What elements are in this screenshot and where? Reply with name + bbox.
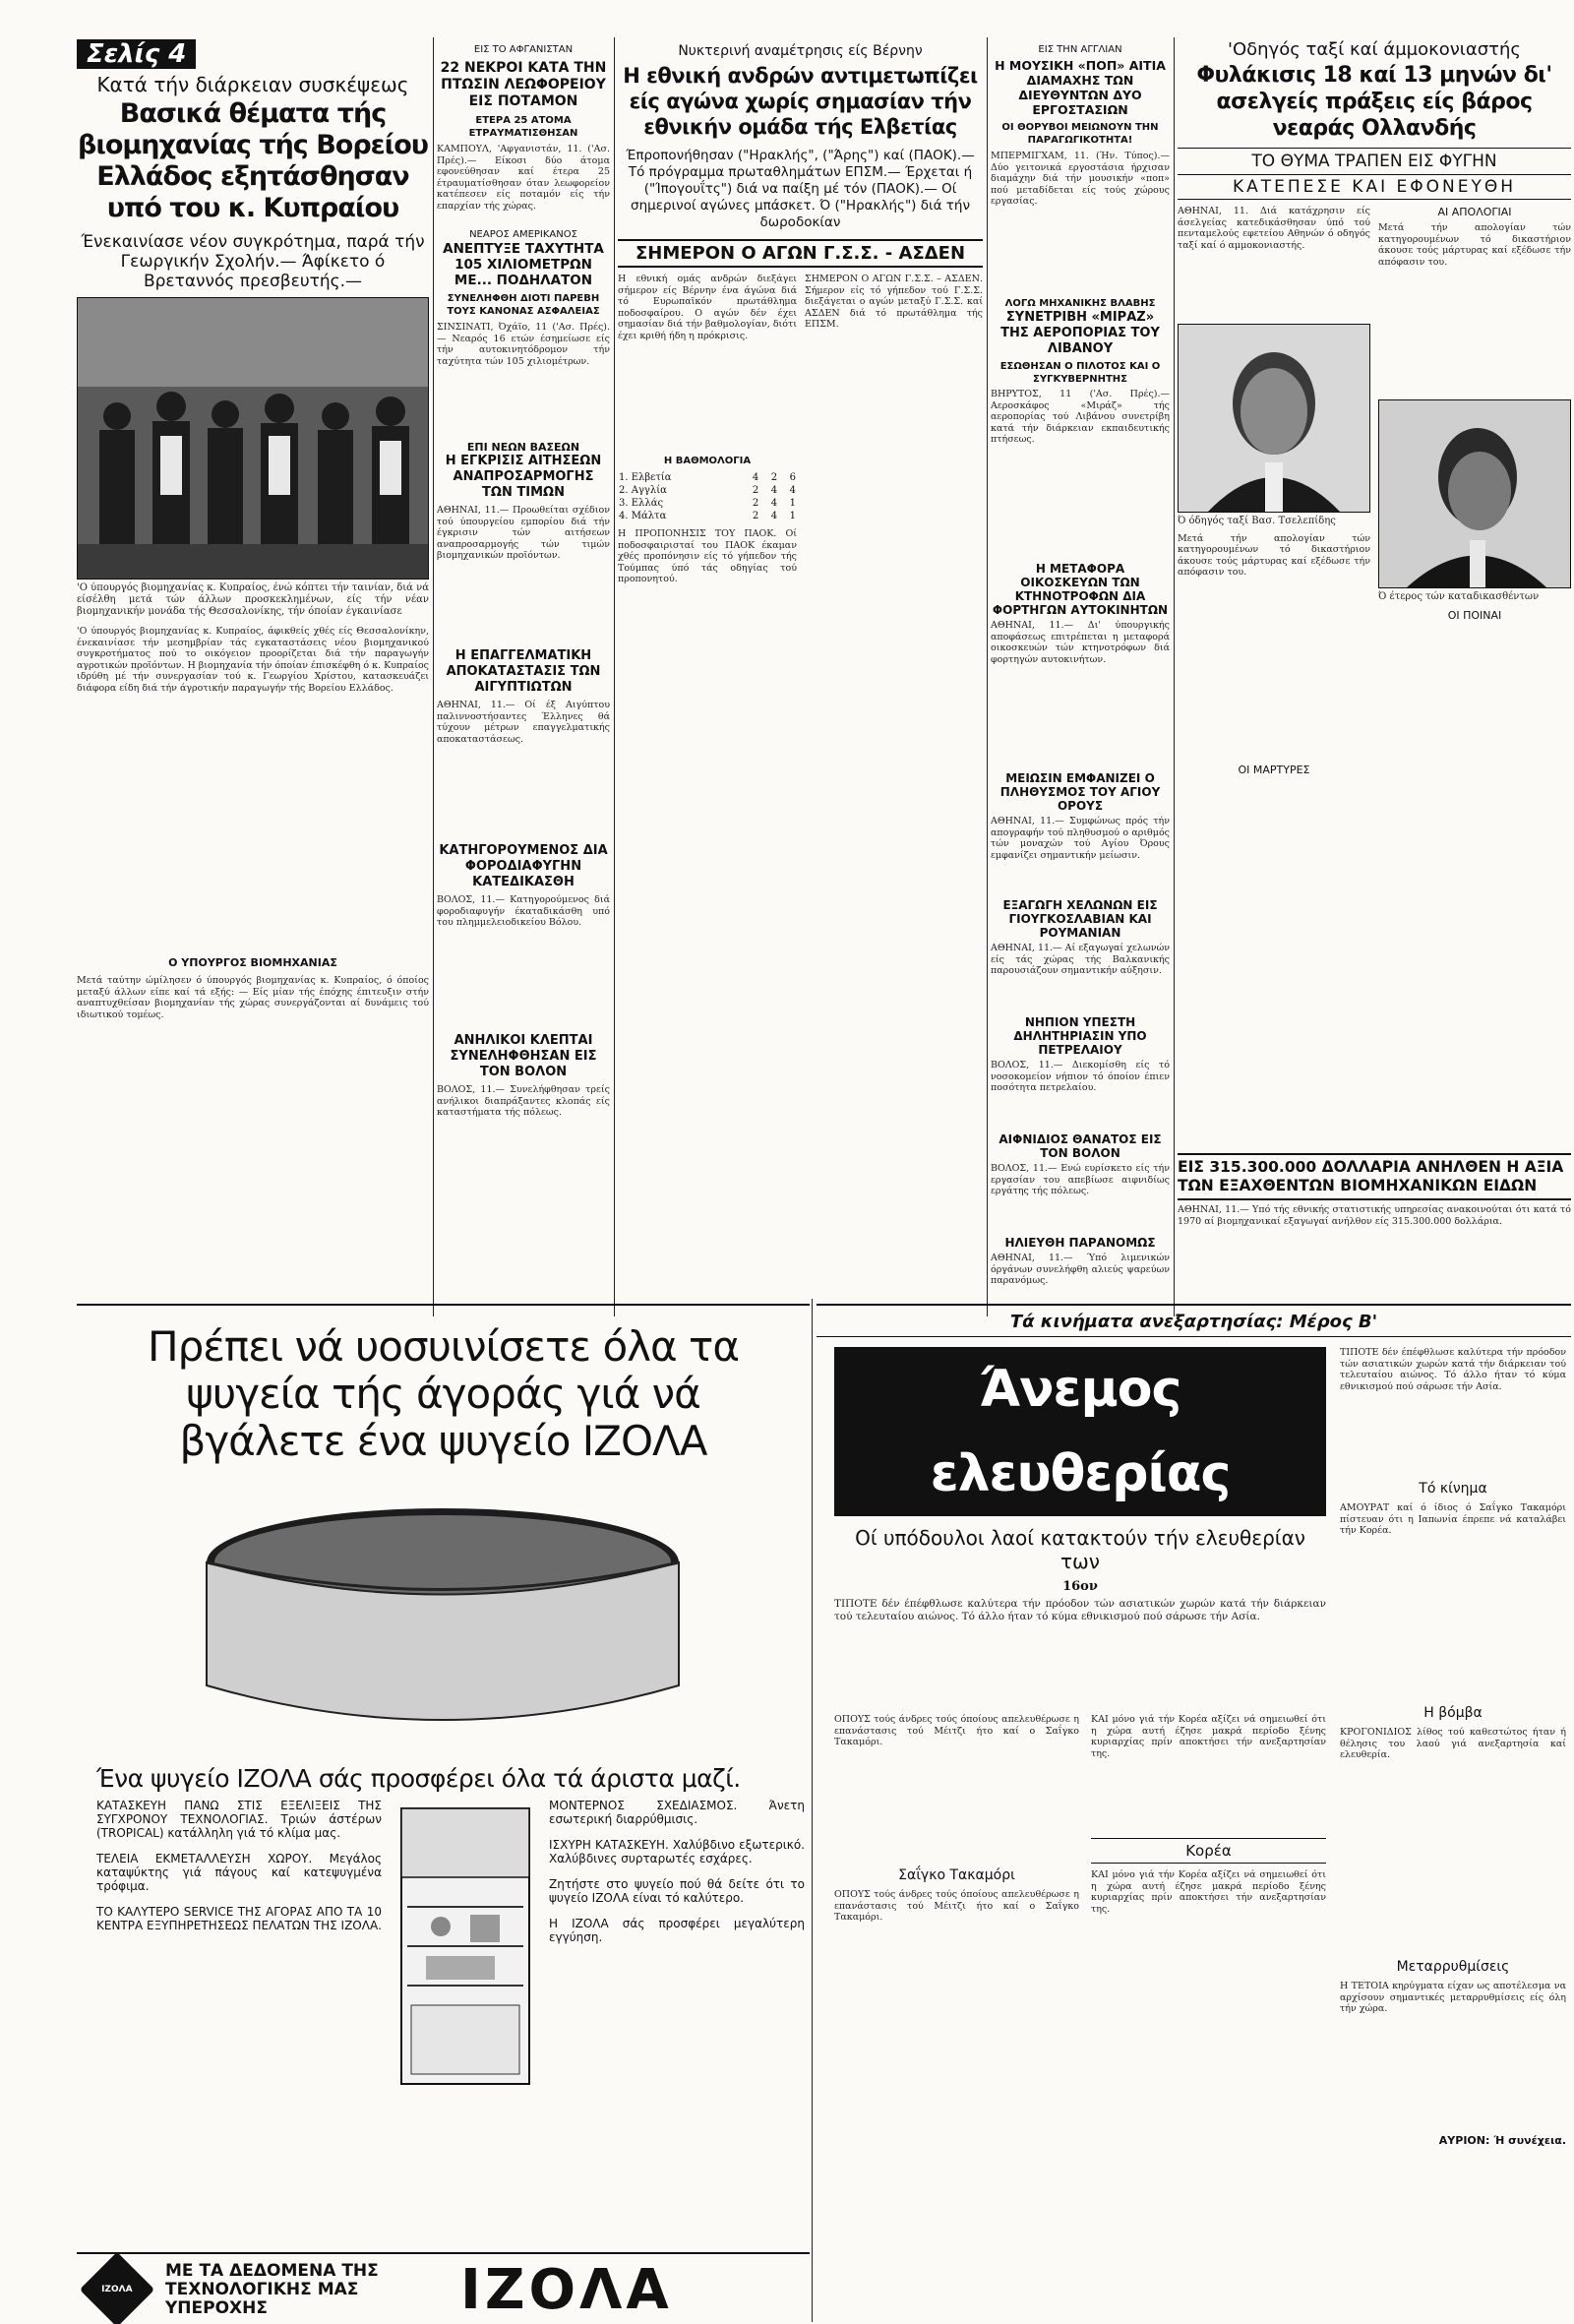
feature-body-a: ΟΠΟΥΣ τούς άνδρες τούς όποίους απελευθέρωσε η επανάστασις τού Μέιτζι ήτο καί ο Σαΐγκο Τακαμόρι. — [834, 1714, 1079, 1747]
ad-body — [77, 1799, 810, 2098]
column-5 — [1178, 39, 1571, 1161]
feature-body-b: ΟΠΟΥΣ τούς άνδρες τούς όποίους απελευθέρωσε η επανάστασις τού Μέιτζι ήτο καί ο Σαΐγκο Τακαμόρι. — [834, 1889, 1079, 1923]
izola-ad — [77, 1304, 810, 2324]
column-3 — [618, 43, 983, 1303]
photo-caption: 'Ο ύπουργός βιομηχανίας κ. Κυπραίος, ένώ κόπτει τήν ταινίαν, διά νά είσέλθη μετά τών άλλων προσκεκλημένων, είς τήν νέαν βιομηχανικήν μονάδα τής Θεσσαλονίκης, τήν όποίαν έγκαινίασε — [77, 582, 429, 617]
article-kicker: Κατά τήν διάρκειαν συσκέψεως — [96, 73, 409, 96]
exports-body: ΑΘΗΝΑΙ, 11.— Υπό τής εθνικής στατιστικής υπηρεσίας ανακοινούται ότι κατά τό 1970 αί βιομηχανικαί εξαγωγαί ανήλθον είς 315.300.000 δολλάρια. — [1178, 1204, 1571, 1227]
egyptians-body: ΑΘΗΝΑΙ, 11.— Οί έξ Αιγύπτου παλιννοστήσαντες Έλληνες θά τύχουν μέτρων επαγγελματικής αποκαταστάσεως. — [437, 700, 610, 745]
sport-headline: Η εθνική ανδρών αντιμετωπίζει είς αγώνα χωρίς σημασίαν τήν εθνικήν ομάδα τής Ελβετίας — [623, 64, 978, 139]
ad-features-right — [549, 1799, 805, 2098]
feature-body-e: ΤΙΠΟΤΕ δέν έπέφθλωσε καλύτερα τήν πρόοδον τών ασιατικών χωρών κατά τήν διάρκειαν τού τελευταίου αιώνος. Τό άλλο ήταν τό κύμα εθνικισμού πού σάρωσε τήν Ασία. — [1340, 1347, 1566, 1392]
ad-feature-item: ΤΕΛΕΙΑ ΕΚΜΕΤΑΛΛΕΥΣΗ ΧΩΡΟΥ. Μεγάλος καταψύκτης γιά πάγους καί κατεψυγμένα τρόφιμα. — [96, 1852, 382, 1893]
turtles-headline: ΕΞΑΓΩΓΗ ΧΕΛΩΝΩΝ ΕΙΣ ΓΙΟΥΓΚΟΣΛΑΒΙΑΝ ΚΑΙ ΡΟΥΜΑΝΙΑΝ — [1002, 898, 1158, 940]
column-rule-3 — [987, 37, 988, 1316]
court-headline: Φυλάκισις 18 καί 13 μηνών δι' ασελγείς πράξεις είς βάρος νεαράς Ολλανδής — [1196, 63, 1552, 141]
article-body: 'Ο ύπουργός βιομηχανίας κ. Κυπραίος, άφικθείς χθές είς Θεσσαλονίκην, ένεκαινίασε τήν μεσημβρίαν τάς εγκαταστάσεις νέου βιομηχανικού συγκροτήματος πού το οικόγειον προορίζεται διά τήν παραγωγήν αγροτικών προϊόντων. Η βιομηχανία τήν όποίαν έπισκέφθη ό κ. Κυπραίος ιδρύθη μέ τήν συνεργασίαν τού κ. Γεωργίου Χρίστου, κατασκευάζει διάφορα είδη διά τήν άγροτικήν παραγωγήν τής Βορείου Ελλάδος. — [77, 626, 429, 694]
column-rule-2 — [614, 37, 615, 1316]
standings-cell: 2 — [770, 472, 778, 483]
mirage-headline: ΣΥΝΕΤΡΙΒΗ «ΜΙΡΑΖ» ΤΗΣ ΑΕΡΟΠΟΡΙΑΣ ΤΟΥ ΛΙΒΑΝΟΥ — [1000, 310, 1160, 356]
standings-row — [618, 510, 797, 522]
standings-cell: 4 — [752, 472, 759, 483]
ad-brand: ΙΖΟΛΑ — [460, 2257, 673, 2322]
fishing-body: ΑΘΗΝΑΙ, 11.— Ύπό λιμενικών όργάνων συνελήφθη αλιεύς ψαρεύων παρανόμως. — [991, 1253, 1170, 1286]
standings-cell: 1. Ελβετία — [619, 472, 672, 483]
egyptians-headline: Η ΕΠΑΓΓΕΛΜΑΤΙΚΗ ΑΠΟΚΑΤΑΣΤΑΣΙΣ ΤΩΝ ΑΙΓΥΠΤΙΩΤΩΝ — [446, 648, 601, 695]
court-body-2: Μετά τήν απολογίαν τών κατηγορουμένων τό δικαστήριον άκουσε τούς μάρτυρας καί εξέδωσε τήν απόφασιν του. — [1178, 532, 1370, 578]
feature-intro: ΤΙΠΟΤΕ δέν έπέφθλωσε καλύτερα τήν πρόοδον τών ασιατικών χωρών κατά τήν διάρκειαν τού τελευταίου αιώνος. Τό άλλο ήταν τό κύμα εθνικισμού πού σάρωσε τήν Ασία. — [834, 1598, 1326, 1622]
standings-cell: 1 — [789, 511, 796, 521]
section-subhead: Ο ΥΠΟΥΡΓΟΣ ΒΙΟΜΗΧΑΝΙΑΣ — [168, 956, 337, 969]
afghan-subline: ΕΤΕΡΑ 25 ΑΤΟΜΑ ΕΤΡΑΥΜΑΤΙΣΘΗΣΑΝ — [468, 115, 578, 139]
livestock-headline: Η ΜΕΤΑΦΟΡΑ ΟΙΚΟΣΚΕΥΩΝ ΤΩΝ ΚΤΗΝΟΤΡΟΦΩΝ ΔΙΑ ΦΟΡΤΗΓΩΝ ΑΥΤΟΚΙΝΗΤΩΝ — [992, 562, 1169, 617]
standings-row — [618, 484, 797, 497]
feature-section-2: Σαΐγκο Τακαμόρι — [898, 1867, 1015, 1883]
prices-kicker: ΕΠΙ ΝΕΩΝ ΒΑΣΕΩΝ — [466, 441, 580, 454]
standings-cell: 1 — [789, 498, 796, 509]
standings-cell: 2 — [752, 498, 759, 509]
column-4 — [991, 43, 1170, 1303]
feature-body-h: Η ΤΕΤΟΙΑ κηρύγματα είχαν ως αποτέλεσμα να αρχίσουν σημαντικές μεταρρυθμίσεις είς όλη τήν χώρα. — [1340, 1981, 1566, 2014]
pop-headline: Η ΜΟΥΣΙΚΗ «ΠΟΠ» ΑΙΤΙΑ ΔΙΑΜΑΧΗΣ ΤΩΝ ΔΙΕΥΘΥΝΤΩΝ ΔΥΟ ΕΡΓΟΣΤΑΣΙΩΝ — [995, 58, 1166, 117]
standings-cell: 4. Μάλτα — [619, 511, 667, 521]
feature-kicker: Τά κινήματα ανεξαρτησίας: Μέρος Β' — [817, 1312, 1571, 1337]
fishing-headline: ΗΛΙΕΥΘΗ ΠΑΡΑΝΟΜΩΣ — [1004, 1236, 1156, 1250]
feature-article — [817, 1304, 1571, 2324]
court-body-3: Μετά τήν απολογίαν τών κατηγορουμένων τό δικαστήριον άκουσε τούς μάρτυρας καί εξέδωσε τήν απόφασιν του. — [1378, 222, 1571, 268]
death-headline: ΑΙΦΝΙΔΙΟΣ ΘΑΝΑΤΟΣ ΕΙΣ ΤΟΝ ΒΟΛΟΝ — [999, 1132, 1162, 1160]
feature-body-d: ΚΑΙ μόνο γιά τήν Κορέα αξίζει νά σημειωθεί ότι η χώρα αυτή έζησε μακρά περίοδο ξένης κυριαρχίας πρίν αποκτήσει τήν ανεξαρτησίαν της. — [1090, 1869, 1326, 1915]
witnesses-subhead: ΟΙ ΜΑΡΤΥΡΕΣ — [1238, 763, 1310, 776]
sport-lead: Έπροπονήθησαν ("Ηρακλής", ("Άρης") καί (ΠΑΟΚ).— Τό πρόγραμμα πρωταθλημάτων ΕΠΣΜ.— Έρχεται ή ("Ίπογουΐτς") διά να παίξη μέ τόν (ΠΑΟΚ).— Οί σημερινοί αγώνες μπάσκετ. Ό ("Ηρακλής") διά τήν δωροδοκίαν — [626, 148, 975, 230]
sport-body-2: Η ΠΡΟΠΟΝΗΣΙΣ ΤΟΥ ΠΑΟΚ. Οί ποδοσφαιρισταί του ΠΑΟΚ έκαμαν χθές προπόνησιν είς τό γήπεδον τής Τούμπας ύπό τάς οδηγίας τού προπονητού. — [618, 528, 797, 584]
ad-feature-item: Ζητήστε στο ψυγείο πού θά δείτε ότι το ψυγείο ΙΖΟΛΑ είναι τό καλύτερο. — [549, 1877, 805, 1905]
ad-feature-item: Η ΙΖΟΛΑ σάς προσφέρει μεγαλύτερη εγγύηση. — [549, 1917, 805, 1944]
mirage-subline: ΕΣΩΘΗΣΑΝ Ο ΠΙΛΟΤΟΣ ΚΑΙ Ο ΣΥΓΚΥΒΕΡΝΗΤΗΣ — [999, 361, 1161, 385]
defendant-caption-2: Ό έτερος τών καταδικασθέντων — [1378, 591, 1540, 602]
thieves-headline: ΑΝΗΛΙΚΟΙ ΚΛΕΠΤΑΙ ΣΥΝΕΛΗΦΘΗΣΑΝ ΕΙΣ ΤΟΝ ΒΟΛΟΝ — [450, 1033, 597, 1079]
ad-feature-item: ΤΟ ΚΑΛΥΤΕΡΟ SERVICE ΤΗΣ ΑΓΟΡΑΣ ΑΠΟ ΤΑ 10 ΚΕΝΤΡΑ ΕΞΥΠΗΡΕΤΗΣΕΩΣ ΠΕΛΑΤΩΝ ΤΗΣ ΙΖΟΛΑ. — [96, 1905, 382, 1932]
feature-subhead: Οί υπόδουλοι λαοί κατακτούν τήν ελευθερίαν των — [855, 1526, 1305, 1573]
pop-subline: ΟΙ ΘΟΡΥΒΟΙ ΜΕΙΩΝΟΥΝ ΤΗΝ ΠΑΡΑΓΩΓΙΚΟΤΗΤΑ! — [1001, 122, 1159, 146]
prices-headline: Η ΕΓΚΡΙΣΙΣ ΑΙΤΗΣΕΩΝ ΑΝΑΠΡΟΣΑΡΜΟΓΗΣ ΤΩΝ ΤΙΜΩΝ — [445, 454, 602, 500]
article-lead: Ένεκαινίασε νέον συγκρότημα, παρά τήν Γεωργικήν Σχολήν.— Άφίκετο ό Βρεταννός πρεσβευτής.— — [81, 232, 425, 291]
livestock-body: ΑΘΗΝΑΙ, 11.— Δι' ύπουργικής αποφάσεως επιτρέπεται η μεταφορά οικοσκευών τών κτηνοτρόφων διά φορτηγών αυτοκινήτων. — [991, 620, 1170, 665]
ad-footer — [77, 2252, 810, 2324]
ad-freezer-illustration — [77, 1469, 810, 1764]
mirage-body: ΒΗΡΥΤΟΣ, 11 ('Ασ. Πρές).— Αεροσκάφος «Μιράζ» τής αεροπορίας τού Λιβάνου συνετρίβη κατά τήν διάρκειαν εκπαιδευτικής πτήσεως. — [991, 389, 1170, 445]
feature-body-f: ΑΜΟΥΡΑΤ καί ό ίδιος ό Σαΐγκο Τακαμόρι πίστευαν ότι η Ιαπωνία έπρεπε νά καταλάβει τήν Κορέα. — [1340, 1502, 1566, 1536]
sport-columns — [618, 274, 983, 1277]
exports-headline: ΕΙΣ 315.300.000 ΔΟΛΛΑΡΙΑ ΑΝΗΛΘΕΝ Η ΑΞΙΑ ΤΩΝ ΕΞΑΧΘΕΝΤΩΝ ΒΙΟΜΗΧΑΝΙΚΩΝ ΕΙΔΩΝ — [1178, 1153, 1571, 1200]
afghan-headline: 22 ΝΕΚΡΟΙ ΚΑΤΑ ΤΗΝ ΠΤΩΣΙΝ ΛΕΩΦΟΡΕΙΟΥ ΕΙΣ ΠΟΤΑΜΟΝ — [440, 60, 607, 109]
feature-right-column — [1340, 1347, 1566, 2324]
cyclist-headline: ΑΝΕΠΤΥΞΕ ΤΑΧΥΤΗΤΑ 105 ΧΙΛΙΟΜΕΤΡΩΝ ΜΕ... ΠΟΔΗΛΑΤΟΝ — [443, 241, 604, 288]
sport-banner: ΣΗΜΕΡΟΝ Ο ΑΓΩΝ Γ.Σ.Σ. - ΑΣΔΕΝ — [618, 239, 983, 268]
court-body: ΑΘΗΝΑΙ, 11. Διά κατάχρησιν είς άσελγείας κατεδικάσθησαν ύπό τού πενταμελούς εφετείου Αθηνών ό οδηγός ταξί καί ό αμμοκονιαστής. — [1178, 206, 1370, 251]
feature-headline: Άνεμος ελευθερίας — [834, 1347, 1326, 1516]
feature-section-4: Η βόμβα — [1423, 1705, 1483, 1721]
feature-footer: ΑΥΡΙΟΝ: Ή συνέχεια. — [1438, 2134, 1566, 2147]
feature-body-g: ΚΡΟΓΟΝΙΔΙΟΣ λίθος τού καθεστώτος ήταν ή θέλησις του λαού γιά ανεξαρτησία καί ελευθερία. — [1340, 1727, 1566, 1760]
izola-logo-icon — [80, 2252, 154, 2324]
court-kicker: 'Οδηγός ταξί καί άμμοκονιαστής — [1228, 39, 1521, 60]
court-subline-2: ΚΑΤΕΠΕΣΕ ΚΑΙ ΕΦΟΝΕΥΘΗ — [1178, 174, 1571, 200]
ceremony-photo-figures — [78, 298, 428, 579]
ad-feature-item: ΙΣΧΥΡΗ ΚΑΤΑΣΚΕΥΗ. Χαλύβδινο εξωτερικό. Χαλύβδινες συρταρωτές εσχάρες. — [549, 1838, 805, 1865]
court-subline-1: ΤΟ ΘΥΜΑ ΤΡΑΠΕΝ ΕΙΣ ΦΥΓΗΝ — [1178, 148, 1571, 171]
standings-table — [618, 471, 797, 522]
pop-body: ΜΠΕΡΜΙΓΧΑΜ, 11. (Ήν. Τύπος).— Δύο γειτονικά εργοστάσια ήρχισαν διαμάχην διά τήν μουσικήν «ποπ» πού μεταδίδεται είς τούς χώρους εργασίας. — [991, 151, 1170, 207]
article-headline: Βασικά θέματα τής βιομηχανίας τής Βορείου Ελλάδος εξητάσθησαν υπό του κ. Κυπραίου — [78, 98, 428, 223]
cyclist-kicker: ΝΕΑΡΟΣ ΑΜΕΡΙΚΑΝΟΣ — [469, 229, 577, 240]
sport-body: Η εθνική ομάς ανδρών διεξάγει σήμερον είς Βέρνην ένα άγώνα διά τό Ευρωπαϊκόν πρωτάθλημα ποδοσφαίρου. Ο αγών δέν έχει σημασίαν διά τήν βαθμολογίαν, διότι έχει κριθή ήδη η πρόκρισις. — [618, 274, 797, 341]
standings-cell: 4 — [770, 485, 778, 496]
ad-slogan: ΜΕ ΤΑ ΔΕΔΟΜΕΝΑ ΤΗΣ ΤΕΧΝΟΛΟΓΙΚΗΣ ΜΑΣ ΥΠΕΡΟΧΗΣ — [165, 2260, 379, 2318]
ceremony-photo — [77, 297, 429, 580]
page-tag: Σελίς 4 — [77, 39, 196, 69]
feature-section-5: Μεταρρυθμίσεις — [1396, 1959, 1510, 1975]
afghan-body: ΚΑΜΠΟΥΛ, 'Αφγανιστάν, 11. ('Ασ. Πρές).— Είκοσι δύο άτομα εφονεύθησαν καί έτερα 25 έτραυματίσθησαν όταν λεωφορείον κατέπεσεν είς ποταμόν είς τήν επαρχίαν τής χώρας. — [437, 144, 610, 212]
column-rule-1 — [433, 37, 434, 1316]
feature-columns — [834, 1714, 1326, 2324]
feature-top — [817, 1347, 1571, 2324]
athos-body: ΑΘΗΝΑΙ, 11.— Συμφώνως πρός τήν απογραφήν τού πληθυσμού ο αριθμός τών μοναχών τού Αγίου Όρους εμφανίζει σημαντικήν μείωσιν. — [991, 816, 1170, 861]
defendant-portrait-1 — [1179, 325, 1369, 512]
ad-feature-item: ΜΟΝΤΕΡΝΟΣ ΣΧΕΔΙΑΣΜΟΣ. Άνετη εσωτερική διαρρύθμισις. — [549, 1799, 805, 1826]
column-2 — [437, 43, 610, 1303]
ad-features-left — [77, 1799, 382, 2098]
defense-subhead: ΑΙ ΑΠΟΛΟΓΙΑΙ — [1437, 206, 1512, 218]
exports-article — [1178, 1153, 1571, 1299]
standings-cell: 4 — [770, 511, 778, 521]
infant-body: ΒΟΛΟΣ, 11.— Διεκομίσθη είς τό νοσοκομείον νήπιον τό όποίον έπιεν ποσότητα πετρελαίου. — [991, 1060, 1170, 1093]
standings-cell: 6 — [789, 472, 796, 483]
standings-row — [618, 497, 797, 510]
standings-cell: 2 — [752, 511, 759, 521]
mirage-kicker: ΛΟΓΩ ΜΗΧΑΝΙΚΗΣ ΒΛΑΒΗΣ — [1004, 298, 1156, 309]
standings-row — [618, 471, 797, 484]
defendant-photo-1 — [1178, 324, 1370, 513]
athos-headline: ΜΕΙΩΣΙΝ ΕΜΦΑΝΙΖΕΙ Ο ΠΛΗΘΥΣΜΟΣ ΤΟΥ ΑΓΙΟΥ ΟΡΟΥΣ — [999, 771, 1161, 813]
thieves-body: ΒΟΛΟΣ, 11.— Συνελήφθησαν τρείς ανήλικοι διαπράξαντες κλοπάς είς καταστήματα τής πόλεως. — [437, 1084, 610, 1118]
standings-cell: 4 — [770, 498, 778, 509]
standings-cell: 4 — [789, 485, 796, 496]
column-1 — [77, 39, 429, 1304]
feature-number: 16ον — [1062, 1579, 1098, 1594]
izola-logo-text: ΙΖΟΛΑ — [101, 2285, 133, 2294]
penalties-subhead: ΟΙ ΠΟΙΝΑΙ — [1447, 608, 1502, 622]
sport-kicker: Νυκτερινή αναμέτρησις είς Βέρνην — [678, 43, 923, 59]
cyclist-body: ΣΙΝΣΙΝΑΤΙ, Όχάϊο, 11 ('Ασ. Πρές).— Νεαρός 16 ετών έσημείωσε είς τήν αυτοκινητόδρομον τήν ταχύτητα τών 105 χιλιομέτρων. — [437, 322, 610, 367]
cyclist-subline: ΣΥΝΕΛΗΦΘΗ ΔΙΟΤΙ ΠΑΡΕΒΗ ΤΟΥΣ ΚΑΝΟΝΑΣ ΑΣΦΑΛΕΙΑΣ — [447, 293, 600, 317]
standings-title: Η ΒΑΘΜΟΛΟΓΙΑ — [663, 456, 752, 466]
court-columns — [1178, 206, 1571, 780]
ad-headline: Πρέπει νά υοσυινίσετε όλα τα ψυγεία τής άγοράς γιά νά βγάλετε ένα ψυγείο ΙΖΟΛΑ — [147, 1322, 739, 1465]
feature-body-c: ΚΑΙ μόνο γιά τήν Κορέα αξίζει νά σημειωθεί ότι η χώρα αυτή έζησε μακρά περίοδο ξένης κυριαρχίας πρίν αποκτήσει τήν ανεξαρτησίαν της. — [1090, 1714, 1326, 1759]
defendant-portrait-2 — [1379, 400, 1570, 587]
ad-tagline: Ένα ψυγείο ΙΖΟΛΑ σάς προσφέρει όλα τά άριστα μαζί. — [96, 1764, 741, 1793]
defendant-caption-1: Ό όδηγός ταξί Βασ. Τσελεπίδης — [1178, 516, 1336, 526]
pop-kicker: ΕΙΣ ΤΗΝ ΑΓΓΛΙΑΝ — [1038, 44, 1122, 55]
ad-fridge-illustration — [382, 1799, 549, 2098]
ad-feature-item: ΚΑΤΑΣΚΕΥΗ ΠΑΝΩ ΣΤΙΣ ΕΞΕΛΙΞΕΙΣ ΤΗΣ ΣΥΓΧΡΟΝΟΥ ΤΕΧΝΟΛΟΓΙΑΣ. Τριών άστέρων (TROPICAL) κατάλληλη γιά τό κλίμα μας. — [96, 1799, 382, 1840]
turtles-body: ΑΘΗΝΑΙ, 11.— Αί εξαγωγαί χελωνών είς τάς χώρας τής Βαλκανικής παρουσιάζουν σημαντικήν αύξησιν. — [991, 943, 1170, 976]
tax-headline: ΚΑΤΗΓΟΡΟΥΜΕΝΟΣ ΔΙΑ ΦΟΡΟΔΙΑΦΥΓΗΝ ΚΑΤΕΔΙΚΑΣΘΗ — [439, 843, 608, 889]
infant-headline: ΝΗΠΙΟΝ ΥΠΕΣΤΗ ΔΗΛΗΤΗΡΙΑΣΙΝ ΥΠΟ ΠΕΤΡΕΛΑΙΟΥ — [1013, 1015, 1147, 1057]
standings-cell: 3. Ελλάς — [619, 498, 664, 509]
standings-cell: 2 — [752, 485, 759, 496]
standings-cell: 2. Αγγλία — [619, 485, 667, 496]
feature-section-1: Κορέα — [1091, 1838, 1326, 1864]
afghan-kicker: ΕΙΣ ΤΟ ΑΦΓΑΝΙΣΤΑΝ — [473, 44, 574, 55]
defendant-photo-2 — [1378, 399, 1571, 588]
column-rule-5 — [812, 1299, 813, 2322]
feature-section-3: Τό κίνημα — [1419, 1481, 1487, 1497]
tax-body: ΒΟΛΟΣ, 11.— Κατηγορούμενος διά φοροδιαφυγήν έκαταδικάσθη υπό του πλημμελειοδικείου Βόλου. — [437, 894, 610, 928]
sport-body-3: ΣΗΜΕΡΟΝ Ο ΑΓΩΝ Γ.Σ.Σ. – ΑΣΔΕΝ. Σήμερον είς τό γήπεδον τού Γ.Σ.Σ. διεξάγεται ο αγών μεταξύ Γ.Σ.Σ. καί ΑΣΔΕΝ διά τό πρωτάθλημα τής ΕΠΣΜ. — [805, 274, 983, 330]
article-body-2: Μετά ταύτην ώμίλησεν ό ύπουργός βιομηχανίας κ. Κυπραίος, ό όποίος μεταξύ άλλων είπε καί τά εξής: — Είς μίαν τής έπόχης έπιτευξιν στήν αναπτυχθείσαν βιομηχανίαν τής χώρας συνεργάζονται αί δυνάμεις τού ιδιωτικού τομέως. — [77, 975, 429, 1020]
column-rule-4 — [1174, 37, 1175, 1316]
prices-body: ΑΘΗΝΑΙ, 11.— Προωθείται σχέδιον τού ύπουργείου εμπορίου διά τήν έγκρισιν τών αιτήσεων αναπροσαρμογής τών τιμών βιομηχανικών προϊόντων. — [437, 505, 610, 561]
death-body: ΒΟΛΟΣ, 11.— Ενώ ευρίσκετο είς τήν εργασίαν του απεβίωσε αιφνιδίως εργάτης τής πόλεως. — [991, 1163, 1170, 1196]
